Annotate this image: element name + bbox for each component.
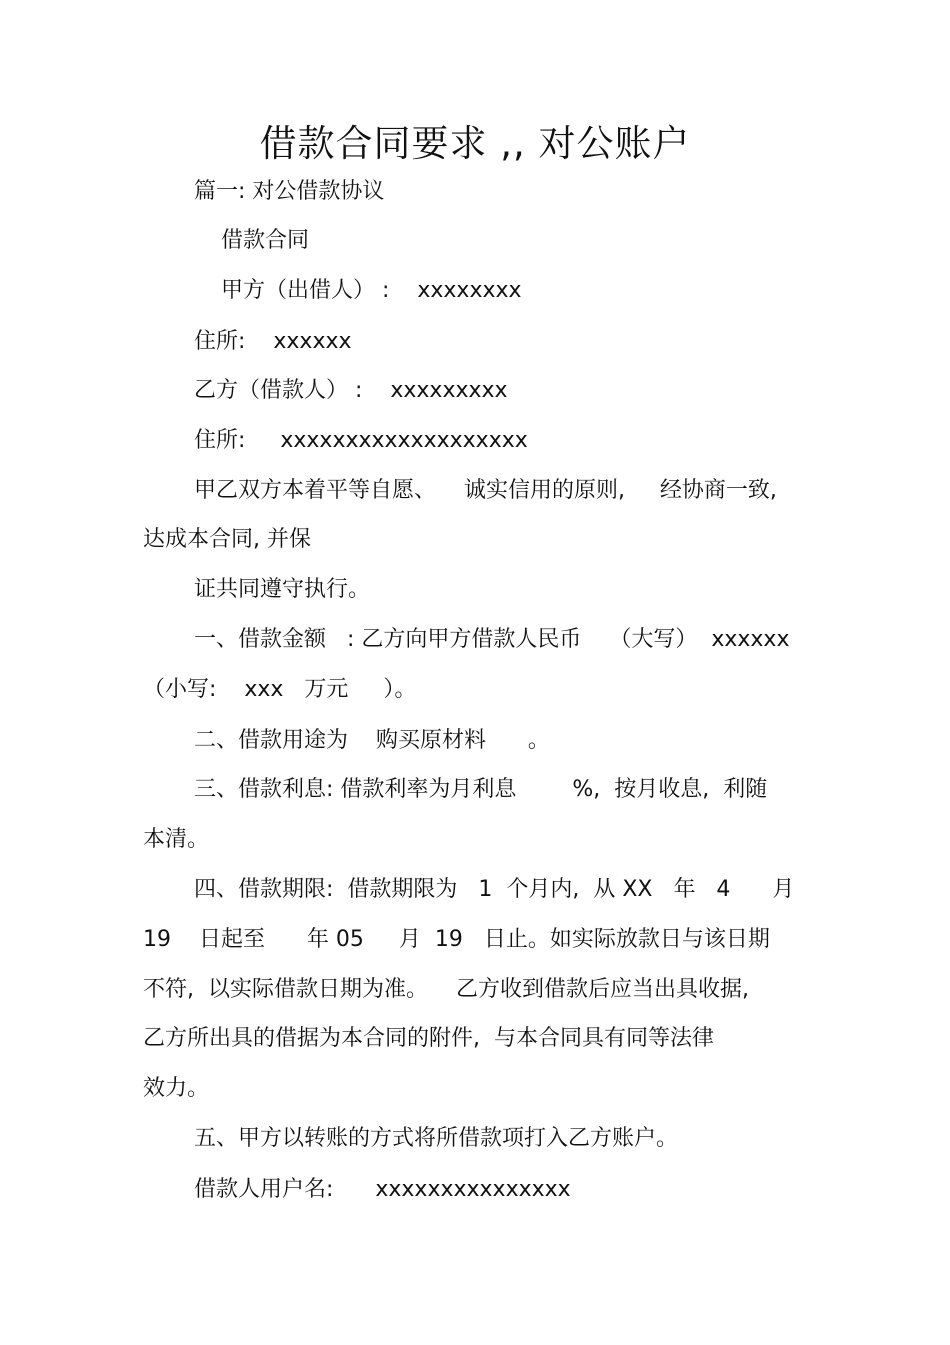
clause-term-line: 乙方所出具的借据为本合同的附件, 与本合同具有同等法律 xyxy=(143,1026,714,1051)
clause-amount-line: 一、借款金额 : 乙方向甲方借款人民币 （大写） xxxxxx xyxy=(194,627,790,652)
borrower-address-line: 住所: xxxxxxxxxxxxxxxxxxx xyxy=(194,428,528,453)
body-paragraph-line: 达成本合同, 并保 xyxy=(143,527,311,552)
clause-purpose-line: 二、借款用途为 购买原材料 。 xyxy=(194,728,550,753)
clause-term-line: 四、借款期限: 借款期限为 1 个月内, 从 XX 年 4 月 xyxy=(194,877,795,902)
borrower-account-name-line: 借款人用户名: xxxxxxxxxxxxxxx xyxy=(194,1177,571,1202)
clause-term-line: 19 日起至 年 05 月 19 日止。如实际放款日与该日期 xyxy=(143,927,770,952)
borrower-line: 乙方（借款人） : xxxxxxxxx xyxy=(194,378,508,403)
clause-interest-line: 本清。 xyxy=(143,827,210,852)
document-title: 借款合同要求 ,, 对公账户 xyxy=(259,122,691,165)
contract-heading: 借款合同 xyxy=(221,228,310,253)
lender-address-line: 住所: xxxxxx xyxy=(194,329,352,354)
clause-amount-line: （小写: xxx 万元 ）。 xyxy=(143,677,417,702)
lender-line: 甲方（出借人） : xxxxxxxx xyxy=(221,278,522,303)
clause-transfer-line: 五、甲方以转账的方式将所借款项打入乙方账户。 xyxy=(194,1126,679,1151)
clause-term-line: 效力。 xyxy=(143,1076,210,1101)
body-paragraph-line: 证共同遵守执行。 xyxy=(194,577,371,602)
clause-term-line: 不符, 以实际借款日期为准。 乙方收到借款后应当出具收据, xyxy=(143,977,749,1002)
body-paragraph-line: 甲乙双方本着平等自愿、 诚实信用的原则, 经协商一致, xyxy=(194,478,777,503)
section-heading: 篇一: 对公借款协议 xyxy=(194,179,385,204)
clause-interest-line: 三、借款利息: 借款利率为月利息 %, 按月收息, 利随 xyxy=(194,777,768,802)
